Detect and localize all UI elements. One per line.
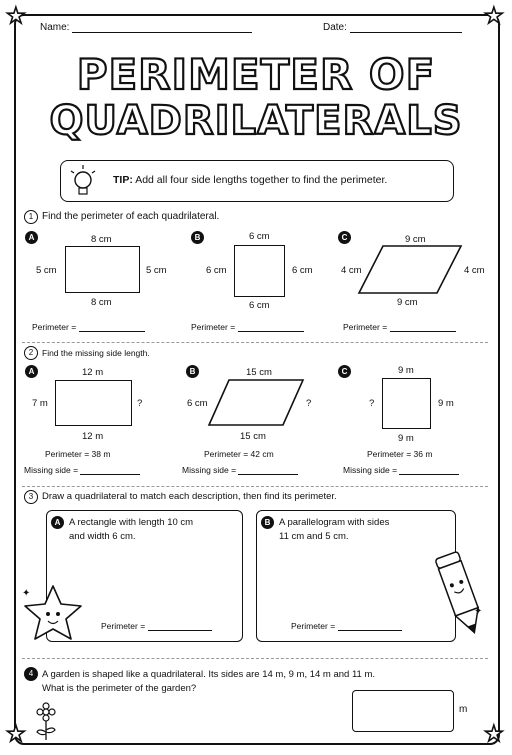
section-4-number: 4 — [24, 667, 38, 681]
side-label-left: 7 m — [32, 398, 48, 409]
given-perimeter: Perimeter = 36 m — [367, 449, 433, 459]
date-line[interactable] — [350, 32, 462, 33]
corner-star-icon: ★ — [6, 722, 26, 747]
perimeter-answer[interactable]: Perimeter = — [291, 621, 402, 631]
corner-star-icon: ★ — [484, 4, 504, 29]
side-label-right: 5 cm — [146, 265, 167, 276]
name-line[interactable] — [72, 32, 252, 33]
item-letter: B — [261, 516, 274, 529]
panel-description-line2: and width 6 cm. — [69, 531, 136, 542]
missing-side-answer[interactable]: Missing side = — [343, 465, 459, 475]
section-1-instruction: Find the perimeter of each quadrilateral. — [42, 211, 220, 222]
side-label-left: 5 cm — [36, 265, 57, 276]
item-letter: A — [51, 516, 64, 529]
answer-box[interactable] — [352, 690, 454, 732]
title-line-2: QUADRILATERALS — [49, 98, 463, 144]
side-label-top: 8 cm — [91, 234, 112, 245]
sparkle-icon: ✦ — [474, 606, 483, 617]
side-label-bottom: 8 cm — [91, 297, 112, 308]
side-label-top: 6 cm — [249, 231, 270, 242]
item-letter: C — [338, 365, 351, 378]
section-4-question-line2: What is the perimeter of the garden? — [42, 683, 197, 694]
side-label-right: 4 cm — [464, 265, 485, 276]
side-label-top: 9 cm — [405, 234, 426, 245]
side-label-right: ? — [306, 398, 312, 409]
side-label-left: ? — [369, 398, 375, 409]
perimeter-answer[interactable]: Perimeter = — [32, 322, 145, 332]
side-label-top: 9 m — [398, 365, 414, 376]
tip-text: Add all four side lengths together to find the perimeter. — [135, 174, 388, 186]
lightbulb-icon — [67, 163, 99, 199]
side-label-bottom: 12 m — [82, 431, 104, 442]
parallelogram-shape — [355, 244, 465, 296]
missing-side-answer[interactable]: Missing side = — [24, 465, 140, 475]
given-perimeter: Perimeter = 42 cm — [204, 449, 274, 459]
name-label: Name: — [40, 22, 70, 33]
drawing-panel-b[interactable] — [256, 510, 456, 642]
sparkle-icon: ✦ — [22, 588, 31, 599]
answer-unit: m — [459, 704, 468, 715]
item-letter: A — [25, 365, 38, 378]
pencil-mascot-icon — [430, 545, 490, 641]
parallelogram-shape — [207, 378, 307, 428]
title-line-1: PERIMETER OF — [76, 50, 436, 99]
panel-description-line1: A rectangle with length 10 cm — [69, 517, 194, 528]
side-label-bottom: 6 cm — [249, 300, 270, 311]
panel-description-line2: 11 cm and 5 cm. — [279, 531, 349, 542]
name-field[interactable] — [40, 22, 252, 33]
side-label-top: 15 cm — [246, 367, 272, 378]
item-letter: C — [338, 231, 351, 244]
date-label: Date: — [323, 22, 347, 33]
perimeter-answer[interactable]: Perimeter = — [343, 322, 456, 332]
side-label-bottom: 9 m — [398, 433, 414, 444]
square-shape — [234, 245, 285, 297]
side-label-left: 6 cm — [206, 265, 227, 276]
tip-box — [60, 160, 454, 202]
side-label-left: 6 cm — [187, 398, 208, 409]
date-field[interactable] — [323, 22, 462, 33]
side-label-right: ? — [137, 398, 143, 409]
square-shape — [382, 378, 431, 429]
rectangle-shape — [55, 380, 132, 426]
panel-description-line1: A parallelogram with sides — [279, 517, 390, 528]
tip-label: TIP: — [113, 174, 133, 186]
side-label-right: 6 cm — [292, 265, 313, 276]
section-3-instruction: Draw a quadrilateral to match each description, then find its perimeter. — [42, 491, 337, 502]
section-divider — [22, 486, 488, 487]
given-perimeter: Perimeter = 38 m — [45, 449, 111, 459]
flower-icon — [33, 702, 59, 742]
item-letter: B — [186, 365, 199, 378]
section-4-question-line1: A garden is shaped like a quadrilateral. Its sides are 14 m, 9 m, 14 m and 11 m. — [42, 669, 376, 680]
side-label-bottom: 15 cm — [240, 431, 266, 442]
section-2-instruction: Find the missing side length. — [42, 348, 150, 358]
side-label-left: 4 cm — [341, 265, 362, 276]
perimeter-answer[interactable]: Perimeter = — [191, 322, 304, 332]
section-2-number: 2 — [24, 346, 38, 360]
side-label-top: 12 m — [82, 367, 104, 378]
side-label-bottom: 9 cm — [397, 297, 418, 308]
corner-star-icon: ★ — [484, 722, 504, 747]
section-divider — [22, 658, 488, 659]
item-letter: A — [25, 231, 38, 244]
missing-side-answer[interactable]: Missing side = — [182, 465, 298, 475]
section-3-number: 3 — [24, 490, 38, 504]
perimeter-answer[interactable]: Perimeter = — [101, 621, 212, 631]
item-letter: B — [191, 231, 204, 244]
section-divider — [22, 342, 488, 343]
section-1-number: 1 — [24, 210, 38, 224]
side-label-right: 9 m — [438, 398, 454, 409]
corner-star-icon: ★ — [6, 4, 26, 29]
rectangle-shape — [65, 246, 140, 293]
